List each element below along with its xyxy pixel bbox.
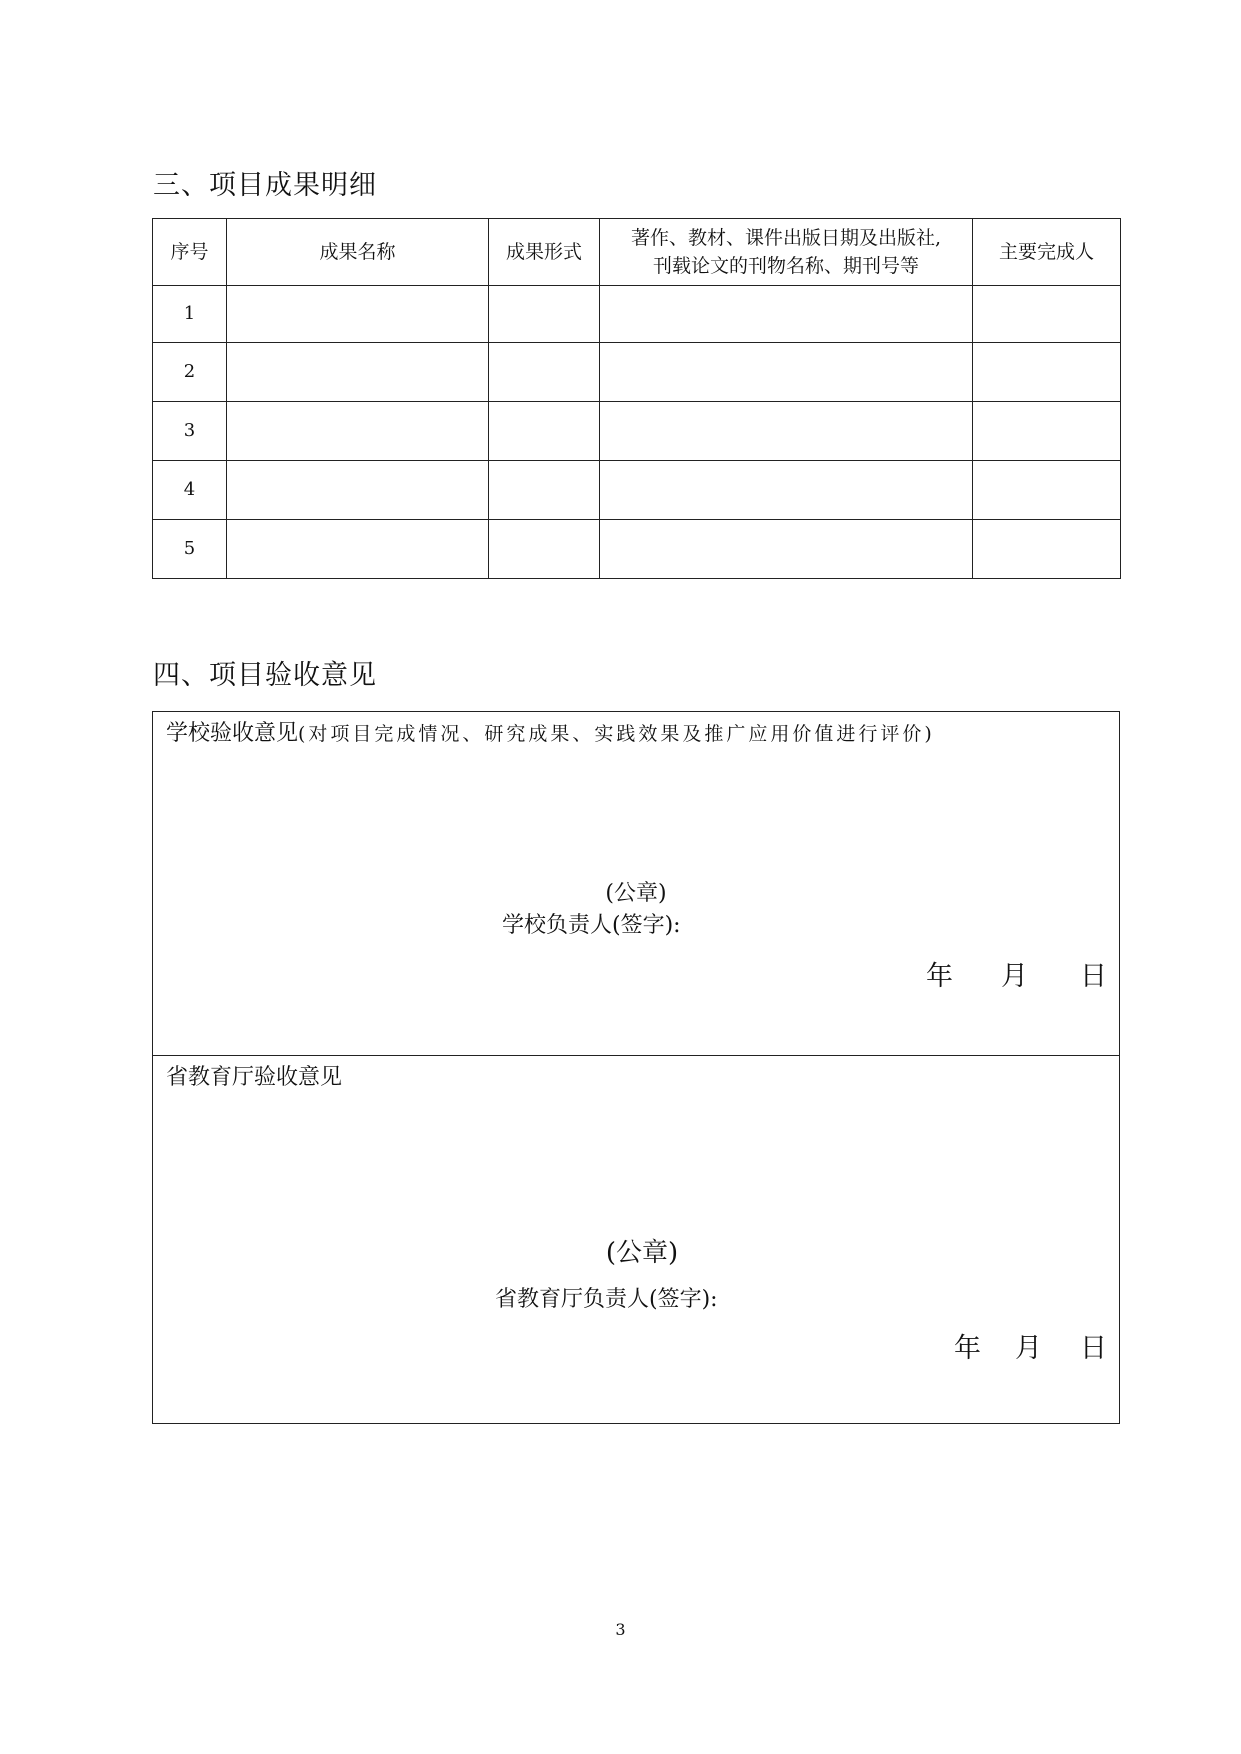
province-opinion-box[interactable] — [152, 1055, 1120, 1424]
school-opinion-box[interactable] — [152, 711, 1120, 1056]
date-year-label: 年 — [926, 961, 953, 992]
name-cell[interactable] — [227, 520, 489, 579]
school-opinion-heading — [166, 719, 935, 749]
row-number: 4 — [153, 461, 227, 520]
form-cell[interactable] — [489, 286, 600, 343]
row-number: 3 — [153, 402, 227, 461]
header-no: 序号 — [153, 219, 227, 286]
publication-cell[interactable] — [600, 461, 973, 520]
province-date-line — [954, 1326, 1107, 1365]
table-row — [153, 402, 1121, 461]
form-cell[interactable] — [489, 461, 600, 520]
table-row — [153, 343, 1121, 402]
table-header-row — [153, 219, 1121, 286]
date-year-label: 年 — [954, 1333, 981, 1364]
people-cell[interactable] — [973, 520, 1121, 579]
form-cell[interactable] — [489, 343, 600, 402]
form-cell[interactable] — [489, 402, 600, 461]
people-cell[interactable] — [973, 461, 1121, 520]
publication-cell[interactable] — [600, 286, 973, 343]
header-publication — [600, 219, 973, 286]
table-row — [153, 461, 1121, 520]
form-cell[interactable] — [489, 520, 600, 579]
name-cell[interactable] — [227, 343, 489, 402]
table-row — [153, 286, 1121, 343]
section-four-title: 四、项目验收意见 — [153, 660, 377, 691]
school-date-line — [926, 954, 1107, 993]
province-opinion-label: 省教育厅验收意见 — [166, 1065, 343, 1090]
province-opinion-heading — [166, 1063, 342, 1093]
date-day-label: 日 — [1080, 1333, 1107, 1364]
header-publication-line2: 刊载论文的刊物名称、期刊号等 — [652, 255, 919, 277]
school-seal-label: (公章) — [605, 881, 667, 906]
school-opinion-note: (对项目完成情况、研究成果、实践效果及推广应用价值进行评价) — [298, 723, 935, 745]
header-people: 主要完成人 — [973, 219, 1121, 286]
province-seal-label: (公章) — [605, 1238, 679, 1268]
table-row — [153, 520, 1121, 579]
school-signer-label: 学校负责人(签字): — [502, 913, 681, 938]
date-month-label: 月 — [1015, 1333, 1042, 1364]
name-cell[interactable] — [227, 461, 489, 520]
row-number: 2 — [153, 343, 227, 402]
province-signer-label: 省教育厅负责人(签字): — [495, 1287, 718, 1312]
people-cell[interactable] — [973, 286, 1121, 343]
name-cell[interactable] — [227, 286, 489, 343]
section-three-title: 三、项目成果明细 — [153, 170, 377, 201]
header-publication-line1: 著作、教材、课件出版日期及出版社, — [630, 227, 942, 249]
date-month-label: 月 — [1001, 961, 1028, 992]
page-number: 3 — [615, 1620, 626, 1639]
results-table — [152, 218, 1121, 579]
publication-cell[interactable] — [600, 402, 973, 461]
people-cell[interactable] — [973, 343, 1121, 402]
name-cell[interactable] — [227, 402, 489, 461]
school-opinion-label: 学校验收意见 — [166, 721, 299, 746]
publication-cell[interactable] — [600, 520, 973, 579]
people-cell[interactable] — [973, 402, 1121, 461]
header-form: 成果形式 — [489, 219, 600, 286]
row-number: 5 — [153, 520, 227, 579]
row-number: 1 — [153, 286, 227, 343]
publication-cell[interactable] — [600, 343, 973, 402]
date-day-label: 日 — [1080, 961, 1107, 992]
header-name: 成果名称 — [227, 219, 489, 286]
